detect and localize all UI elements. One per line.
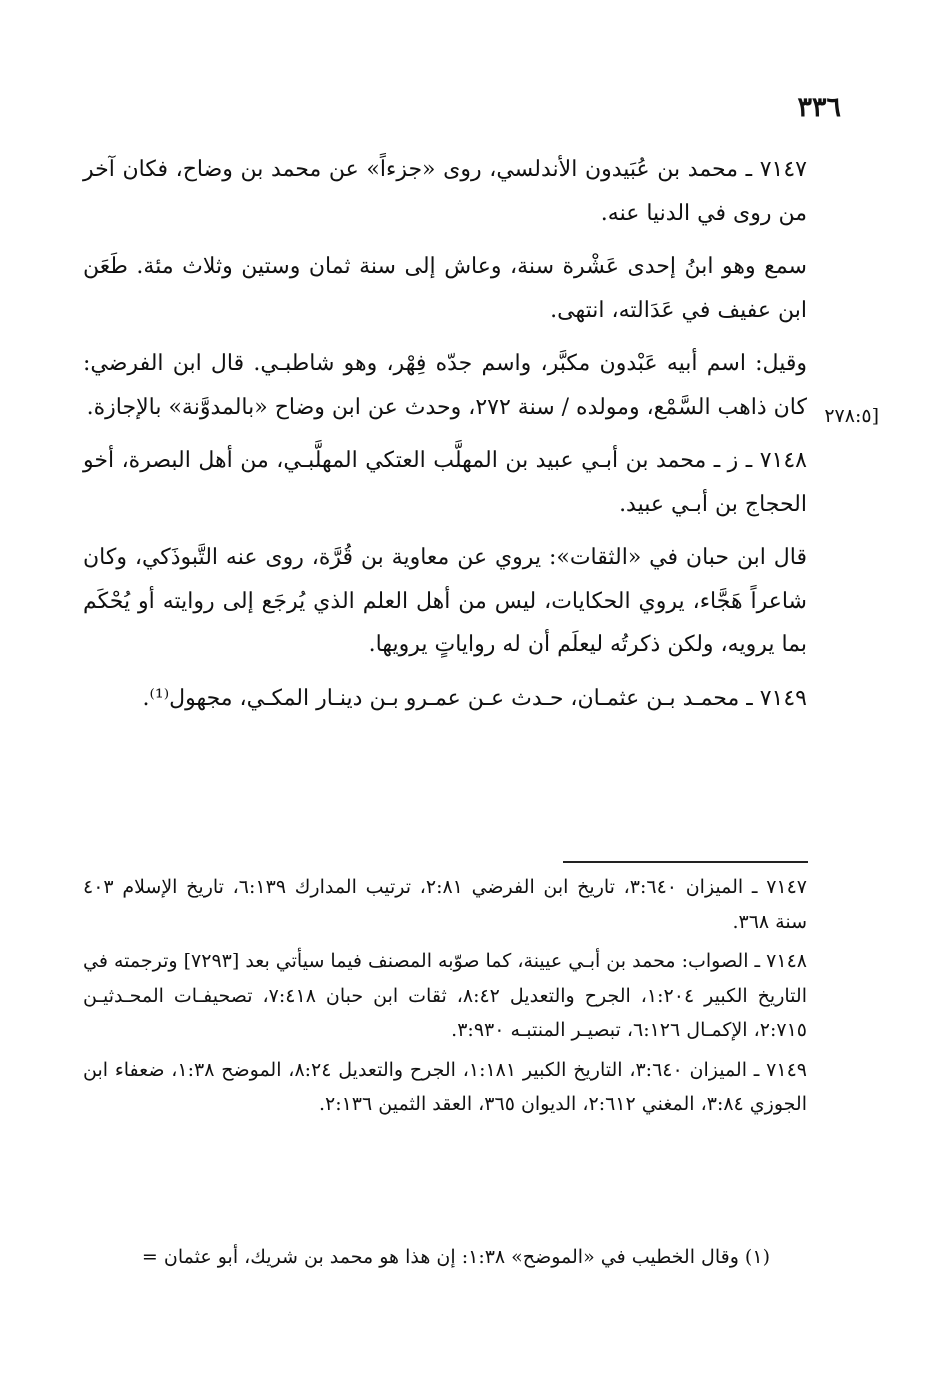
footnote-divider xyxy=(563,861,808,863)
entry-7148-quote-paragraph: قال ابن حبان في «الثقات»: يروي عن معاوية بن قُرَّة، روى عنه التَّبوذَكي، وكان شاعراً هَجَّاء، يروي الحكايات، ليس من أهل العلم الذي يُرجَع إلى روايته أو يُحْكَم بما يرويه، ولكن ذكرتُه ليعلَم أن له رواياتٍ يرويها. xyxy=(83,545,807,657)
continued-footnote: (١) وقال الخطيب في «الموضح» ١:٣٨: إن هذا هو محمد بن شريك، أبو عثمان = xyxy=(141,1246,770,1268)
margin-page-reference: [٢٧٨:٥ xyxy=(824,405,879,427)
entry-7147-extra-paragraph: وقيل: اسم أبيه عَبْدون مكبَّر، واسم جدّه فِهْر، وهو شاطبـي. قال ابن الفرضي: كان ذاهب السَّمْع، ومولده / سنة ٢٧٢، وحدث عن ابن وضاح «بالمدوَّنة» بالإجازة. xyxy=(83,351,807,420)
entry-7148-paragraph: ٧١٤٨ ـ ز ـ محمد بن أبـي عبيد بن المهلَّب العتكي المهلَّبـي، من أهل البصرة، أخو الحجاج بن أبـي عبيد. xyxy=(83,448,807,517)
main-text xyxy=(83,148,807,730)
entry-7147-paragraph: ٧١٤٧ ـ محمد بن عُبَيدون الأندلسي، روى «جزءاً» عن محمد بن وضاح، فكان آخر من روى في الدنيا عنه. xyxy=(83,157,807,226)
footnotes xyxy=(83,870,807,1127)
page-number: ٣٣٦ xyxy=(797,92,841,123)
footnote-7148: ٧١٤٨ ـ الصواب: محمد بن أبـي عيينة، كما صوّبه المصنف فيما سيأتي بعد [٧٢٩٣] وترجمته في التاريخ الكبير ١:٢٠٤، الجرح والتعديل ٨:٤٢، ثقات ابن حبان ٧:٤١٨، تصحيفـات المحـدثيـن ٢:٧١٥، الإكمـال ٦:١٢٦، تبصيـر المنتبـه ٣:٩٣٠. xyxy=(83,950,807,1041)
entry-7149-paragraph: ٧١٤٩ ـ محمـد بـن عثمـان، حـدث عـن عمـرو بـن دينـار المكـي، مجهول⁽¹⁾. xyxy=(142,685,807,711)
entry-7147-note-paragraph: سمع وهو ابنُ إحدى عَشْرة سنة، وعاش إلى سنة ثمان وستين وثلاث مئة. طَعَن ابن عفيف في عَدَالته، انتهى. xyxy=(83,254,807,323)
footnote-7147: ٧١٤٧ ـ الميزان ٣:٦٤٠، تاريخ ابن الفرضي ٢:٨١، ترتيب المدارك ٦:١٣٩، تاريخ الإسلام ٤٠٣ سنة ٣٦٨. xyxy=(83,876,808,933)
footnote-7149: ٧١٤٩ ـ الميزان ٣:٦٤٠، التاريخ الكبير ١:١٨١، الجرح والتعديل ٨:٢٤، الموضح ١:٣٨، ضعفاء ابن الجوزي ٣:٨٤، المغني ٢:٦١٢، الديوان ٣٦٥، العقد الثمين ٢:١٣٦. xyxy=(83,1058,807,1115)
